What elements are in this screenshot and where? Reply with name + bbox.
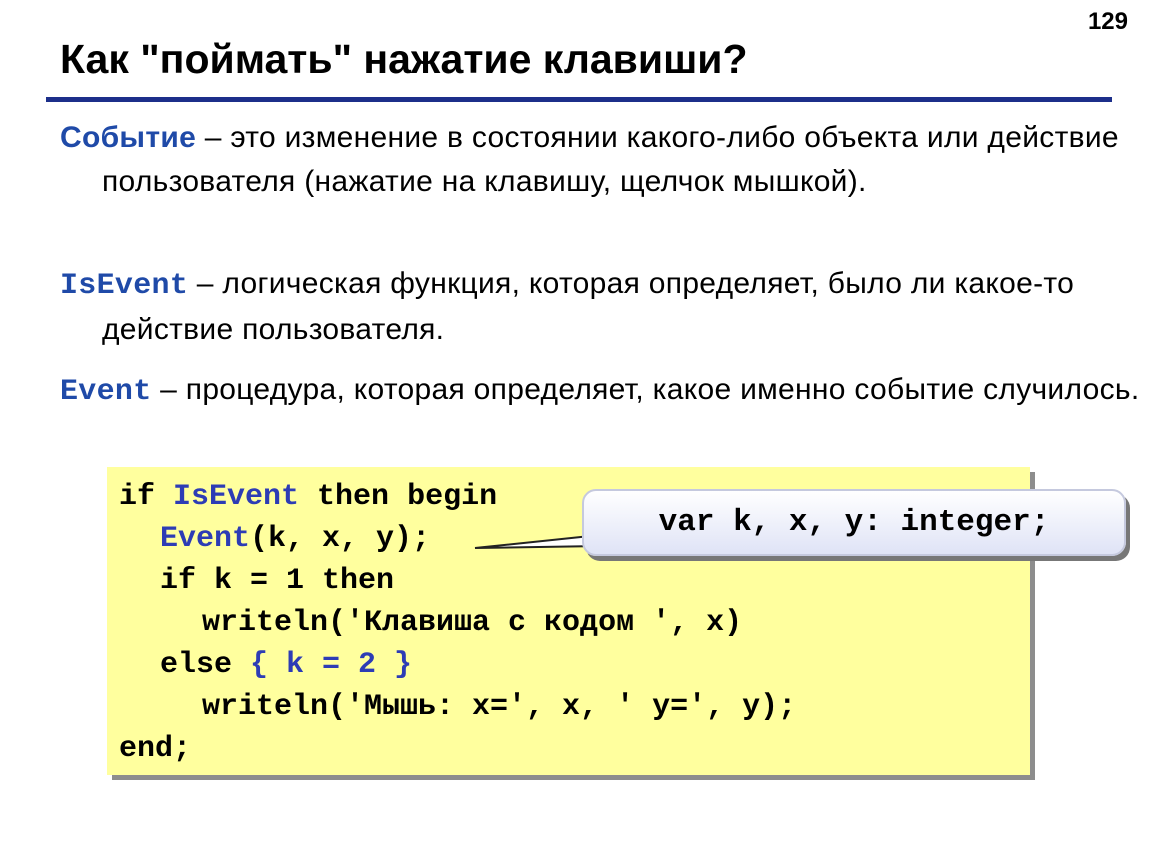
page-number: 129 bbox=[1087, 8, 1128, 35]
code-line-6: writeln('Мышь: x=', x, ' y=', y); bbox=[202, 690, 797, 724]
page-title: Как "поймать" нажатие клавиши? bbox=[60, 36, 748, 82]
code-line-4: writeln('Клавиша с кодом ', x) bbox=[202, 606, 743, 640]
definition-text: – это изменение в состоянии какого-либо объекта или действие пользователя (нажатие на клавишу, щелчок мышкой). bbox=[102, 121, 1119, 198]
term-event: Event bbox=[60, 375, 152, 409]
code-line-5: else { k = 2 } bbox=[160, 648, 413, 682]
code-line-1: if IsEvent then begin bbox=[119, 480, 498, 514]
definition-text: – логическая функция, которая определяет, было ли какое-то действие пользователя. bbox=[102, 267, 1075, 346]
code-event: Event bbox=[160, 522, 251, 556]
code-line-2: Event(k, x, y); bbox=[160, 522, 431, 556]
code-line-7: end; bbox=[119, 732, 192, 766]
var-declaration-callout: var k, x, y: integer; bbox=[582, 489, 1126, 556]
code-isevent: IsEvent bbox=[173, 480, 300, 514]
code-comment: { k = 2 } bbox=[250, 648, 413, 682]
term-sobytie: Событие bbox=[60, 121, 197, 154]
definition-text: – процедура, которая определяет, какое именно событие случилось. bbox=[151, 373, 1140, 406]
term-isevent: IsEvent bbox=[60, 269, 189, 303]
code-line-3: if k = 1 then bbox=[160, 564, 395, 598]
